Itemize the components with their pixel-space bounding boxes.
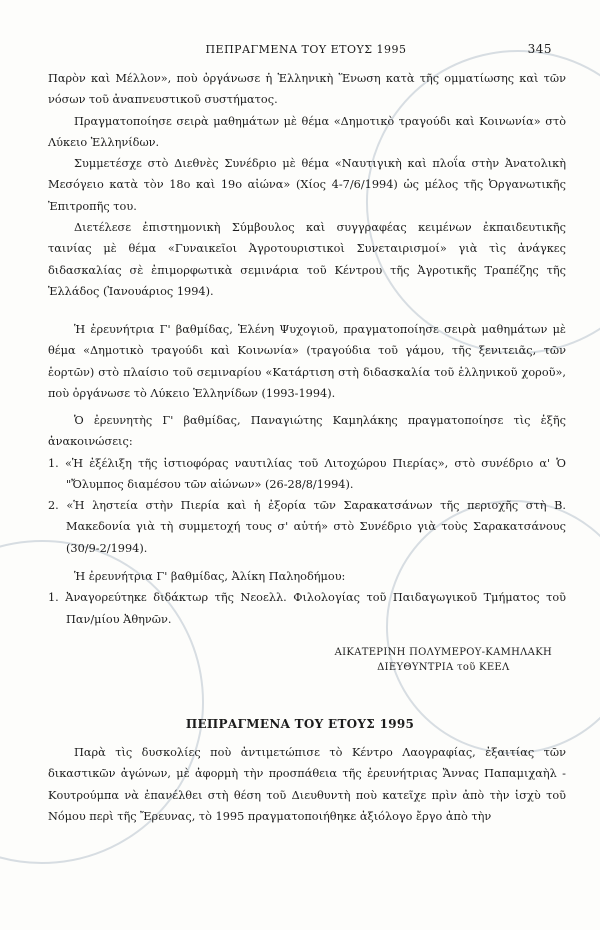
paragraph: Πραγματοποίησε σειρὰ μαθημάτων μὲ θέμα «Δημοτικὸ τραγούδι καὶ Κοινωνία» στὸ Λύκειο Ἑλληνίδων. xyxy=(48,114,566,149)
list-text: Ἀναγορεύτηκε διδάκτωρ τῆς Νεοελλ. Φιλολογίας τοῦ Παιδαγωγικοῦ Τμήματος τοῦ Παν/μίου Ἀθηνῶν. xyxy=(65,591,566,626)
list-item xyxy=(48,453,566,496)
list-item xyxy=(48,495,566,559)
list-number: 1. xyxy=(48,456,59,470)
list-item xyxy=(48,587,566,630)
body-text-block-5 xyxy=(48,742,566,827)
page-header xyxy=(60,43,552,61)
list-number: 1. xyxy=(48,591,59,605)
paragraph: Συμμετέσχε στὸ Διεθνὲς Συνέδριο μὲ θέμα «Ναυτιγικὴ καὶ πλοΐα στὴν Ἀνατολικὴ Μεσόγειο κατὰ τὸν 18ο καὶ 19ο αἰώνα» (Χίος 4-7/6/1994) ὡς μέλος τῆς Ὀργανωτικῆς Ἐπιτροπῆς του. xyxy=(48,157,566,213)
paragraph: Διετέλεσε ἐπιστημονικὴ Σύμβουλος καὶ συγγραφέας κειμένων ἐκπαιδευτικῆς ταινίας μὲ θέμα «Γυναικεῖοι Ἀγροτουριστικοὶ Συνεταιρισμοί» γιὰ τὶς ἀνάγκες διδασκαλίας σὲ ἐπιμορφωτικὰ σεμινάρια τοῦ Κέντρου τῆς Ἀγροτικῆς Τραπέζης τῆς Ἑλλάδος (Ἰανουάριος 1994). xyxy=(48,221,566,298)
page-number: 345 xyxy=(527,42,552,56)
list-text: «Ἡ ληστεία στὴν Πιερία καὶ ἡ ἐξορία τῶν Σαρακατσάνων τῆς περιοχῆς στὴ Β. Μακεδονία γιὰ τὴ συμμετοχή τους σ' αὐτή» στὸ Συνέδριο γιὰ τοὺς Σαρακατσάνους (30/9-2/1994). xyxy=(66,499,566,555)
signature-block xyxy=(335,645,552,675)
body-text-block-1 xyxy=(48,68,566,302)
paragraph: Ἡ ἐρευνήτρια Γ' βαθμίδας, Ἀλίκη Παληοδήμου: xyxy=(74,570,346,583)
list-text: «Ἡ ἐξέλιξη τῆς ἱστιοφόρας ναυτιλίας τοῦ Λιτοχώρου Πιερίας», στὸ συνέδριο α' Ὁ "Ὄλυμπος διαμέσου τῶν αἰώνων» (26-28/8/1994). xyxy=(64,456,567,491)
paragraph: Ὁ ἐρευνητὴς Γ' βαθμίδας, Παναγιώτης Καμηλάκης πραγματοποίησε τὶς ἑξῆς ἀνακοινώσεις: xyxy=(48,414,566,449)
body-text-block-3 xyxy=(48,410,566,559)
signature-role: ΔΙΕΥΘΥΝΤΡΙΑ τοῦ ΚΕΕΛ xyxy=(377,662,510,673)
signature-name: ΑΙΚΑΤΕΡΙΝΗ ΠΟΛΥΜΕΡΟΥ-ΚΑΜΗΛΑΚΗ xyxy=(334,647,552,658)
body-text-block-4 xyxy=(48,566,566,630)
running-title: ΠΕΠΡΑΓΜΕΝΑ ΤΟΥ ΕΤΟΥΣ 1995 xyxy=(205,43,407,56)
paragraph: Ἡ ἐρευνήτρια Γ' βαθμίδας, Ἑλένη Ψυχογιοῦ, πραγματοποίησε σειρὰ μαθημάτων μὲ θέμα «Δημοτικὸ τραγούδι καὶ Κοινωνία» (τραγούδια τοῦ γάμου, τῆς ξενιτειᾶς, τῶν ἑορτῶν) στὸ πλαίσιο τοῦ σεμιναρίου «Κατάρτιση στὴ διδασκαλία τοῦ ἑλληνικοῦ χοροῦ», ποὺ ὀργάνωσε τὸ Λύκειο Ἑλληνίδων (1993-1994). xyxy=(48,323,566,400)
body-text-block-2 xyxy=(48,319,566,404)
section-title: ΠΕΠΡΑΓΜΕΝΑ ΤΟΥ ΕΤΟΥΣ 1995 xyxy=(185,717,415,731)
paragraph: Παρὰ τὶς δυσκολίες ποὺ ἀντιμετώπισε τὸ Κέντρο Λαογραφίας, ἐξαιτίας τῶν δικαστικῶν ἀγώνων, μὲ ἀφορμὴ τὴν προσπάθεια τῆς ἐρευνήτριας Ἄννας Παπαμιχαὴλ - Κουτρούμπα νὰ ἐπανέλθει στὴ θέση τοῦ Διευθυντὴ ποὺ κατεῖχε πρὶν ἀπὸ τὴν ἰσχὺ τοῦ Νόμου περὶ τῆς Ἔρευνας, τὸ 1995 πραγματοποιήθηκε ἀξιόλογο ἔργο ἀπὸ τὴν xyxy=(48,746,566,823)
paragraph: Παρὸν καὶ Μέλλον», ποὺ ὀργάνωσε ἡ Ἑλληνικὴ Ἕνωση κατὰ τῆς ομματίωσης καὶ τῶν νόσων τοῦ ἀναπνευστικοῦ συστήματος. xyxy=(48,72,566,107)
list-number: 2. xyxy=(48,499,59,513)
